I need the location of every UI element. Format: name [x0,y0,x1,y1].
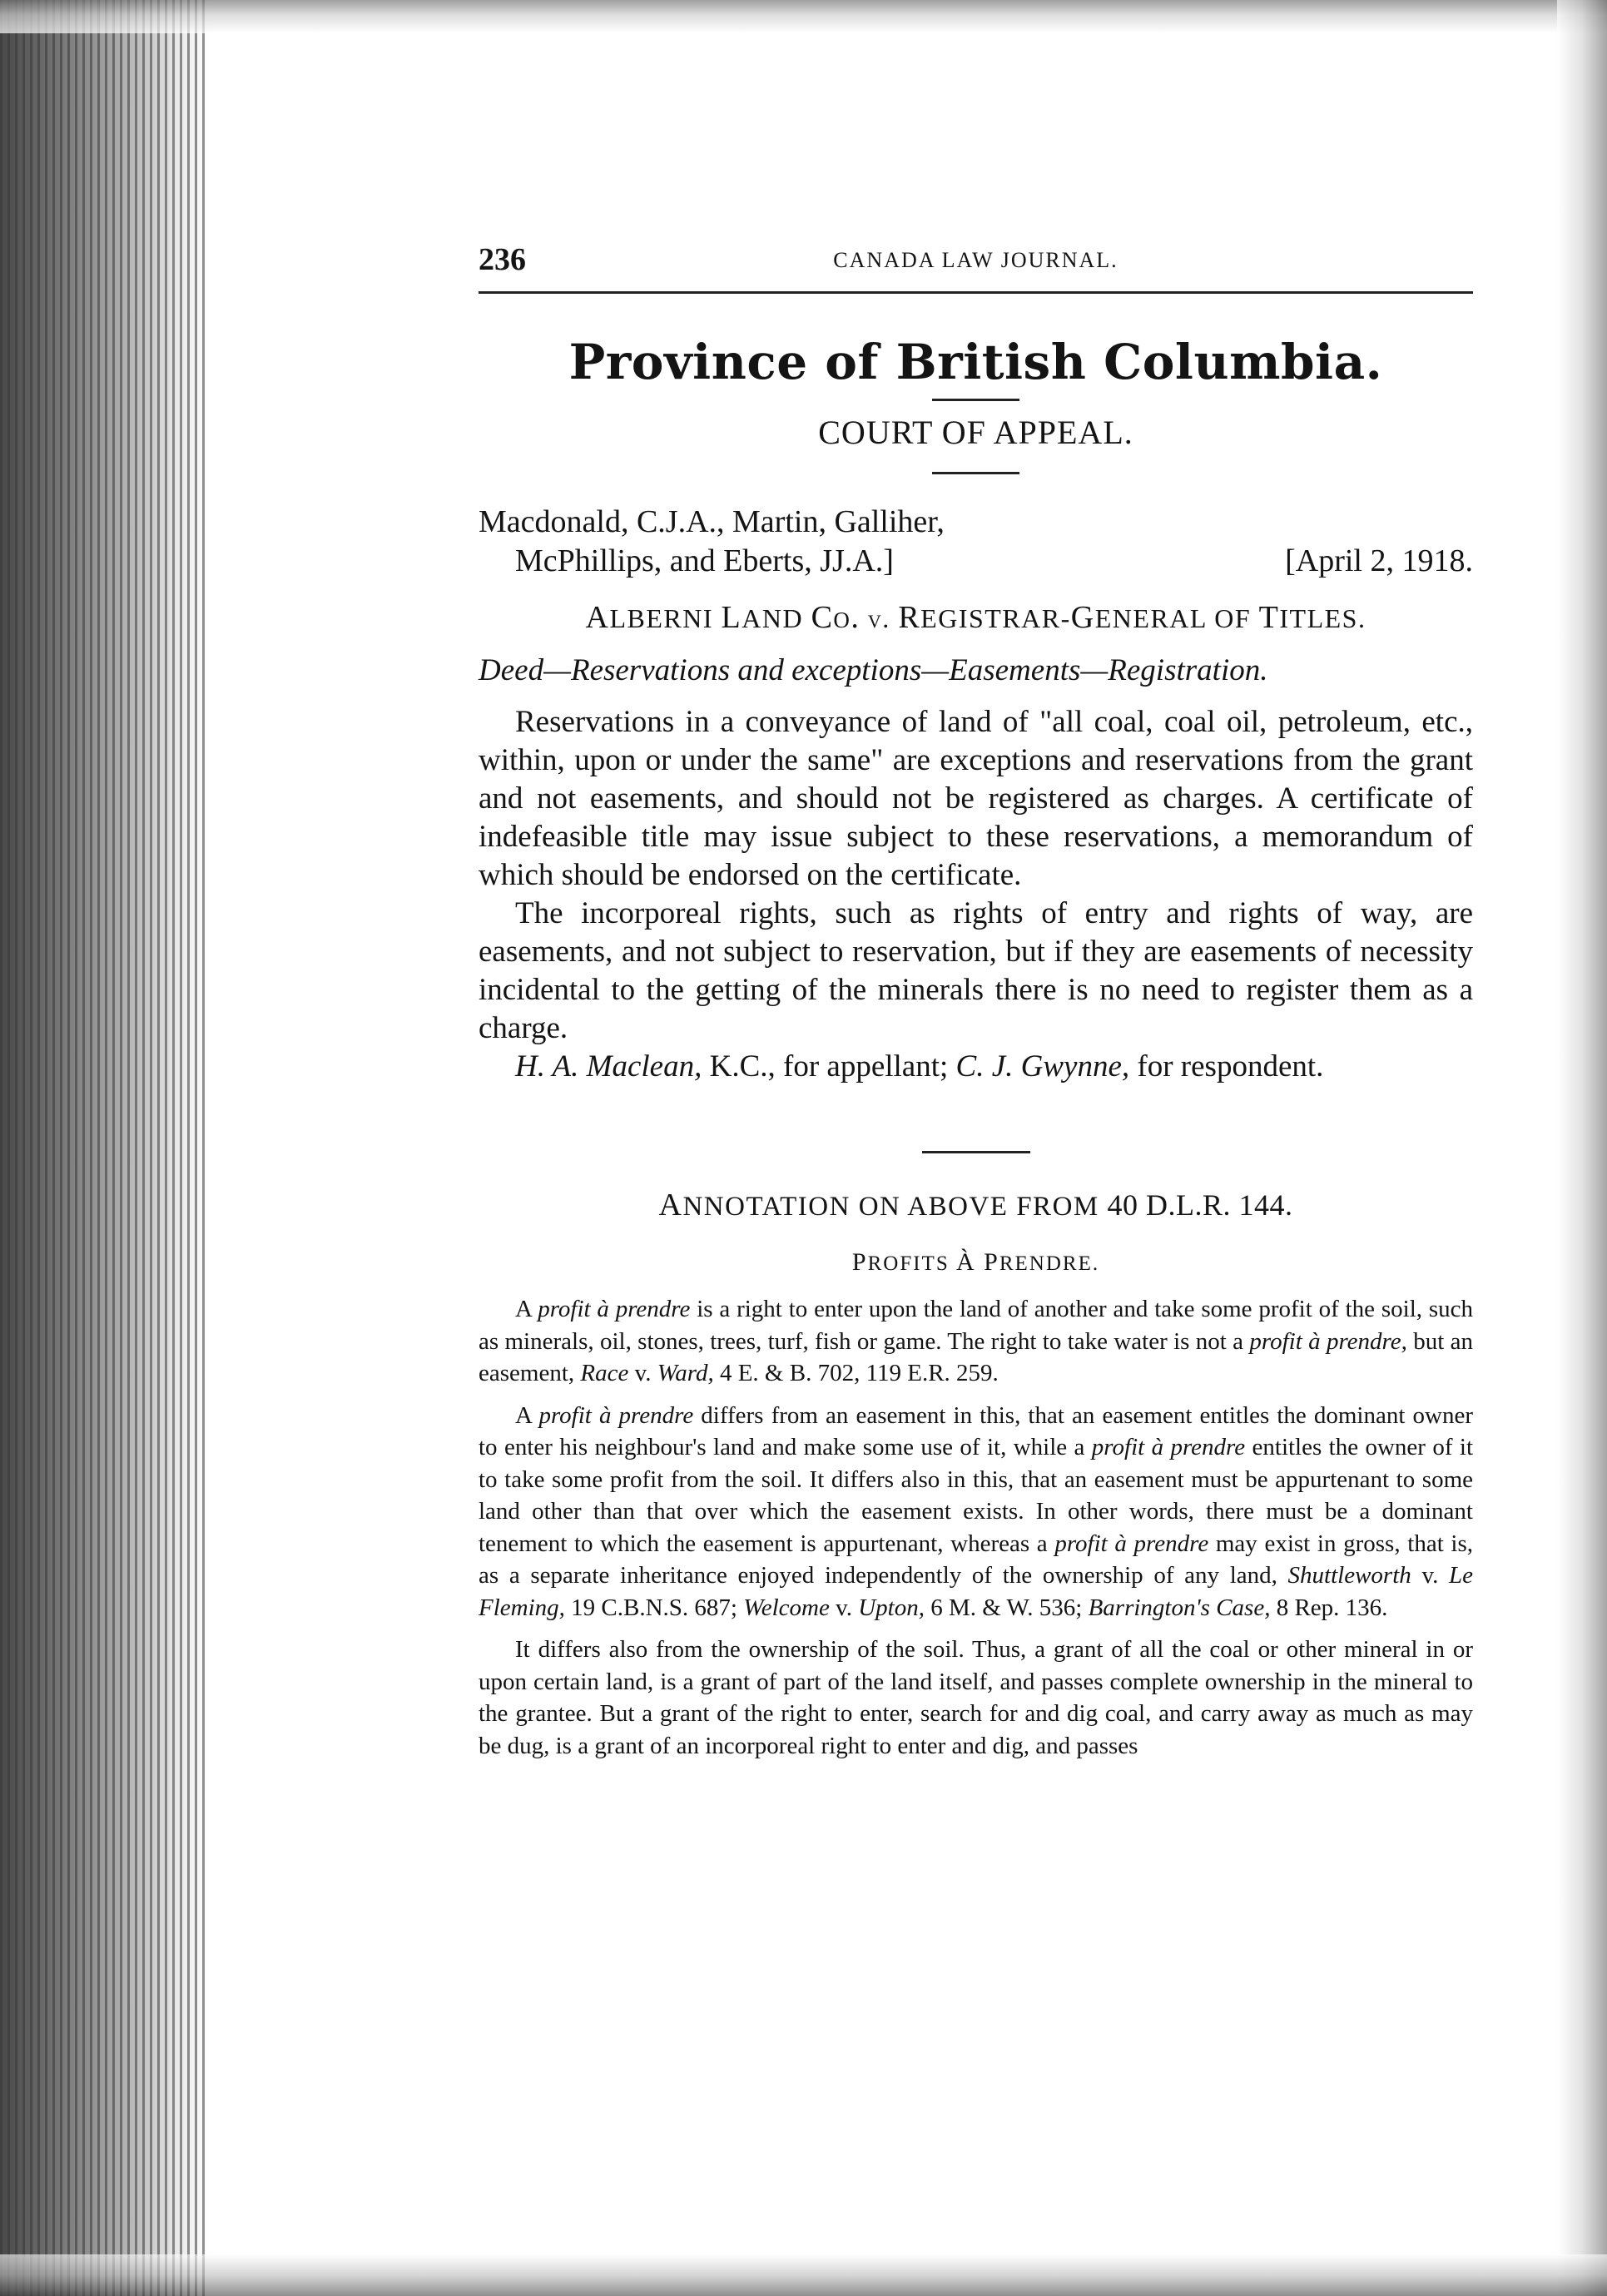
section-divider [922,1151,1030,1153]
page-number: 236 [479,242,526,277]
judges-line-1: Macdonald, C.J.A., Martin, Galliher, [479,504,945,539]
annotation-heading: ANNOTATION ON ABOVE FROM 40 D.L.R. 144. [658,1188,1293,1222]
headnote-catchwords: Deed—Reservations and exceptions—Easements—Registration. [479,653,1268,687]
decision-date: [April 2, 1918. [1285,543,1473,578]
running-head [479,241,1473,294]
judges-block [479,503,1473,581]
annotation-paragraph: A profit à prendre differs from an easement in this, that an easement entitles the dominant owner to enter his neighbour's land and make some use of it, while a profit à prendre entitles the owner of it to take some profit from the soil. It differs also in this, that an easement must be appurtenant to some land other than that over which the easement exists. In other words, there must be a dominant tenement to which the easement is appurtenant, whereas a profit à prendre may exist in gross, that is, as a separate inheritance enjoyed independently of the ownership of any land, Shuttleworth v. Le Fleming, 19 C.B.N.S. 687; Welcome v. Upton, 6 M. & W. 536; Barrington's Case, 8 Rep. 136. [479,1401,1473,1621]
counsel-line: H. A. Maclean, K.C., for appellant; C. J. Gwynne, for respondent. [515,1049,1324,1084]
judges-line-2: McPhillips, and Eberts, JJ.A.] [515,543,894,578]
scan-right-edge [1557,0,1607,2296]
scan-top-edge [0,0,1607,33]
annotation-subheading: PROFITS À PRENDRE. [851,1248,1100,1276]
rule-divider [932,472,1019,474]
annotation-paragraph: A profit à prendre is a right to enter upon the land of another and take some profit of the soil, such as minerals, oil, stones, trees, turf, fish or game. The right to take water is not a profit à prendre, but an easement, Race v. Ward, 4 E. & B. 702, 119 E.R. 259. [479,1296,1474,1386]
journal-title: CANADA LAW JOURNAL. [833,248,1118,272]
province-heading: Province of British Columbia. [568,334,1383,390]
court-heading: COURT OF APPEAL. [818,414,1133,451]
rule-divider [932,399,1019,401]
annotation-paragraph: It differs also from the ownership of the soil. Thus, a grant of all the coal or other mineral in or upon certain land, is a grant of part of the land itself, and passes complete ownership in the mineral to the grantee. But a grant of the right to enter, search for and dig coal, and carry away as much as may be dug, is a grant of an incorporeal right to enter and dig, and passes [479,1636,1473,1759]
scan-bottom-edge [0,2254,1607,2296]
case-name: ALBERNI LAND Co. v. REGISTRAR-GENERAL OF TITLES. [585,600,1366,635]
headnote-paragraph: The incorporeal rights, such as rights of entry and rights of way, are easements, and not subject to reservation, but if they are easements of necessity incidental to the getting of the minerals there is no need to register them as a charge. [479,896,1473,1045]
journal-page [479,241,1473,1762]
scan-binding-edge [0,0,208,2296]
headnote-paragraph: Reservations in a conveyance of land of "all coal, coal oil, petroleum, etc., within, upon or under the same" are exceptions and reservations from the grant and not easements, and should not be registered as charges. A certificate of indefeasible title may issue subject to these reservations, a memorandum of which should be endorsed on the certificate. [479,705,1473,892]
